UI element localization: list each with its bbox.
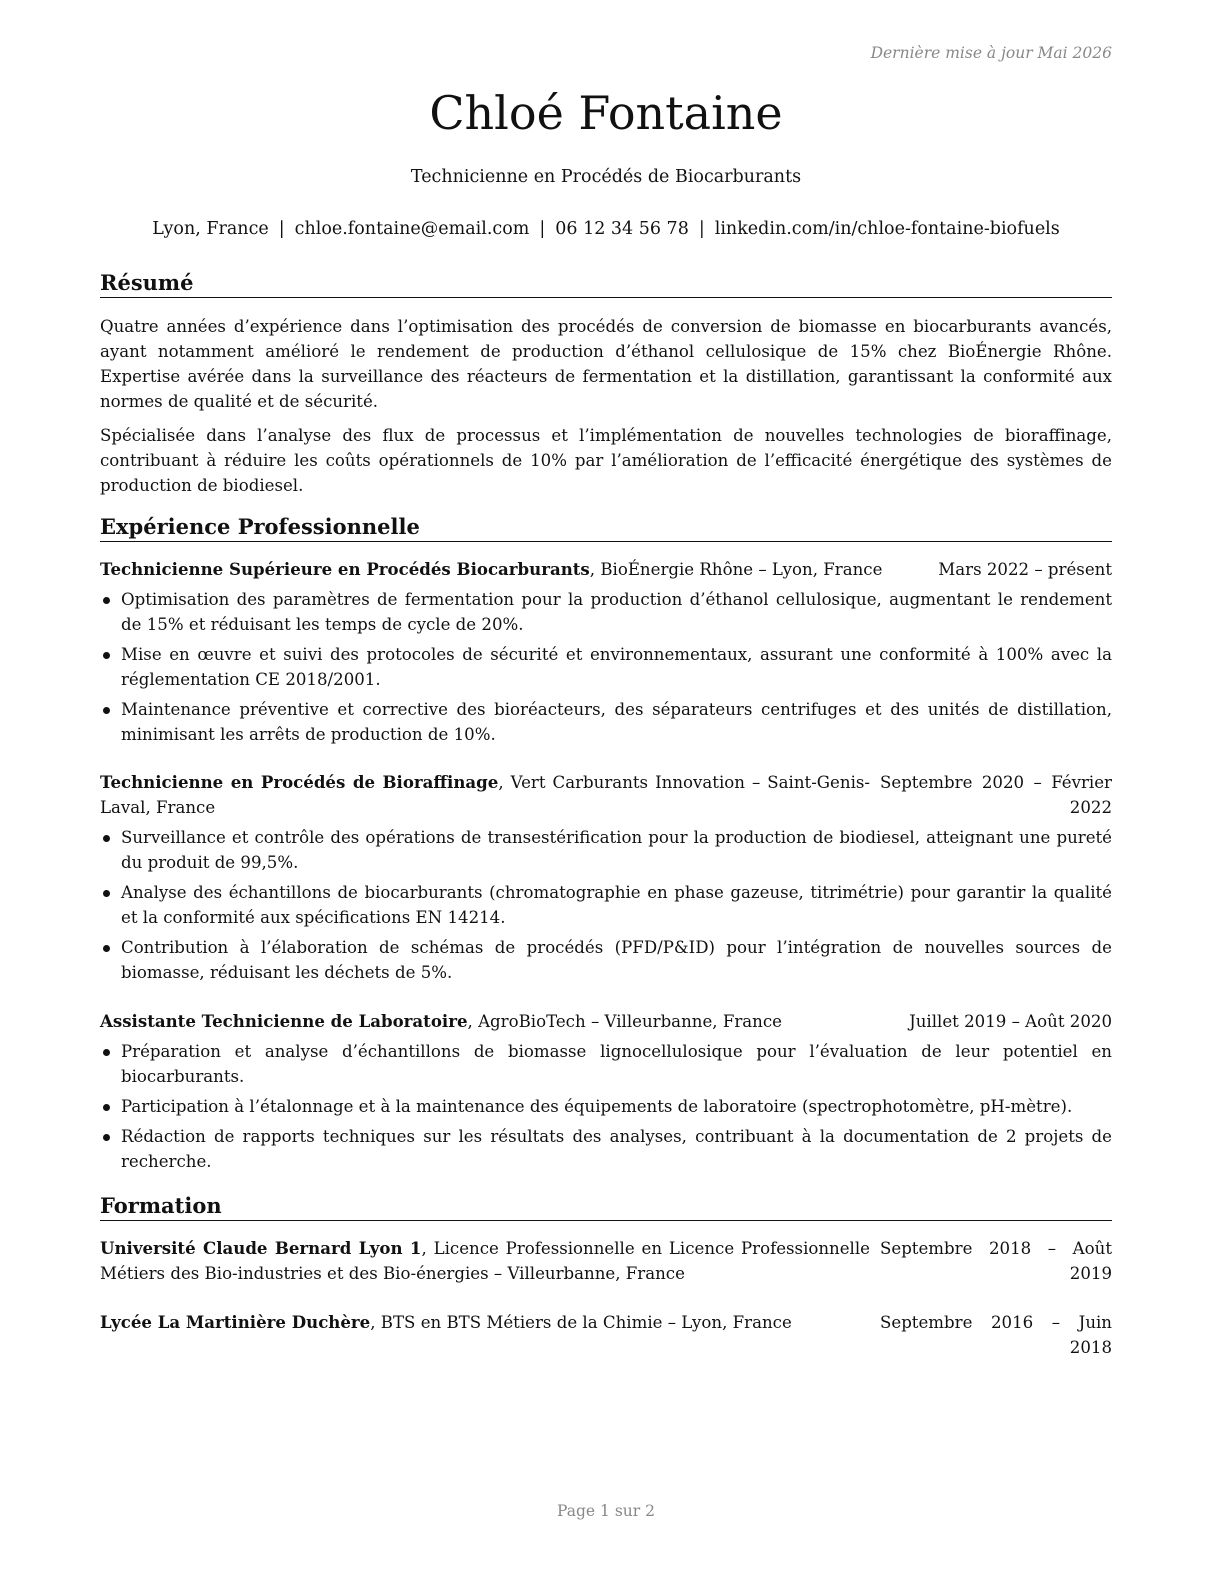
education-detail: , Licence Professionnelle en Licence Professionnelle Métiers des Bio-industries et des Bio-énergies – Villeurbanne, France [100, 1239, 870, 1283]
page-number: Page 1 sur 2 [557, 1502, 655, 1520]
job-header [100, 557, 1112, 582]
job-role-line [100, 557, 928, 582]
list-item [100, 1039, 1112, 1089]
job-dates: Mars 2022 – présent [938, 560, 1112, 579]
candidate-title: Technicienne en Procédés de Biocarburants [410, 167, 802, 187]
bullet-text: Rédaction de rapports techniques sur les résultats des analyses, contribuant à la documentation de 2 projets de recherche. [121, 1127, 1112, 1171]
bullet-icon [103, 890, 110, 897]
bullet-text: Surveillance et contrôle des opérations de transestérification pour la production de biodiesel, atteignant une pureté du produit de 99,5%. [121, 828, 1112, 872]
summary-paragraph: Quatre années d’expérience dans l’optimisation des procédés de conversion de biomasse en biocarburants avancés, ayant notamment amélioré le rendement de production d’éthanol cellulosique de 15% chez BioÉnergie Rhône. Expertise avérée dans la surveillance des réacteurs de fermentation et la distillation, garantissant la conformité aux normes de qualité et de sécurité. [100, 317, 1112, 411]
bullet-icon [103, 652, 110, 659]
summary-paragraph: Spécialisée dans l’analyse des flux de processus et l’implémentation de nouvelles technologies de bioraffinage, contribuant à réduire les coûts opérationnels de 10% par l’amélioration de l’efficacité énergétique des systèmes de production de biodiesel. [100, 426, 1112, 495]
bullet-text: Analyse des échantillons de biocarburants (chromatographie en phase gazeuse, titrimétrie) pour garantir la qualité et la conformité aux spécifications EN 14214. [121, 883, 1112, 927]
section-title-experience: Expérience Professionnelle [100, 514, 1112, 542]
section-title-education: Formation [100, 1193, 1112, 1221]
job-role: Assistante Technicienne de Laboratoire [100, 1011, 468, 1031]
job-dates: Septembre 2020 – Février 2022 [880, 773, 1112, 817]
job-header [100, 1009, 1112, 1034]
contact-separator: | [539, 219, 546, 239]
bullet-icon [103, 945, 110, 952]
contact-separator: | [278, 219, 285, 239]
contact-phone[interactable]: 06 12 34 56 78 [555, 219, 689, 239]
education-school: Lycée La Martinière Duchère [100, 1312, 371, 1332]
list-item [100, 697, 1112, 747]
job-role: Technicienne en Procédés de Bioraffinage [100, 772, 499, 792]
bullet-text: Maintenance préventive et corrective des bioréacteurs, des séparateurs centrifuges et des unités de distillation, minimisant les arrêts de production de 10%. [121, 700, 1112, 744]
last-updated: Dernière mise à jour Mai 2026 [870, 44, 1112, 62]
contact-location: Lyon, France [152, 219, 269, 239]
bullet-icon [103, 1049, 110, 1056]
list-item [100, 587, 1112, 637]
education-dates: Septembre 2018 – Août 2019 [880, 1239, 1112, 1283]
education-detail: , BTS en BTS Métiers de la Chimie – Lyon, France [370, 1313, 792, 1332]
contact-line [60, 219, 1152, 239]
bullet-text: Préparation et analyse d’échantillons de biomasse lignocellulosique pour l’évaluation de leur potentiel en biocarburants. [121, 1042, 1112, 1086]
contact-separator: | [698, 219, 705, 239]
bullet-icon [103, 1134, 110, 1141]
job-bullets [100, 587, 1112, 752]
list-item [100, 642, 1112, 692]
job-bullets [100, 825, 1112, 990]
job-dates: Juillet 2019 – Août 2020 [909, 1012, 1112, 1031]
job-role-line [100, 770, 870, 820]
education-entry [100, 1236, 1112, 1286]
job-organization: , BioÉnergie Rhône – Lyon, France [589, 560, 883, 579]
bullet-text: Participation à l’étalonnage et à la maintenance des équipements de laboratoire (spectrophotomètre, pH-mètre). [121, 1097, 1073, 1116]
education-line [100, 1310, 870, 1335]
bullet-text: Contribution à l’élaboration de schémas de procédés (PFD/P&ID) pour l’intégration de nouvelles sources de biomasse, réduisant les déchets de 5%. [121, 938, 1112, 982]
list-item [100, 1094, 1112, 1119]
bullet-icon [103, 707, 110, 714]
section-title-summary: Résumé [100, 270, 1112, 298]
bullet-text: Optimisation des paramètres de fermentation pour la production d’éthanol cellulosique, augmentant le rendement de 15% et réduisant les temps de cycle de 20%. [121, 590, 1112, 634]
list-item [100, 880, 1112, 930]
bullet-icon [103, 835, 110, 842]
list-item [100, 1124, 1112, 1174]
job-role-line [100, 1009, 899, 1034]
candidate-name: Chloé Fontaine [429, 86, 783, 140]
resume-page [100, 0, 1112, 1584]
education-line [100, 1236, 870, 1286]
job-role: Technicienne Supérieure en Procédés Biocarburants [100, 559, 590, 579]
education-dates: Septembre 2016 – Juin 2018 [880, 1313, 1112, 1357]
bullet-icon [103, 1104, 110, 1111]
education-entry [100, 1310, 1112, 1360]
job-bullets [100, 1039, 1112, 1179]
list-item [100, 825, 1112, 875]
bullet-text: Mise en œuvre et suivi des protocoles de sécurité et environnementaux, assurant une conformité à 100% avec la réglementation CE 2018/2001. [121, 645, 1112, 689]
education-school: Université Claude Bernard Lyon 1 [100, 1238, 422, 1258]
contact-email[interactable]: chloe.fontaine@email.com [294, 219, 530, 239]
bullet-icon [103, 597, 110, 604]
job-organization: , Vert Carburants Innovation – Saint-Genis-Laval, France [100, 773, 870, 817]
job-header [100, 770, 1112, 820]
contact-linkedin[interactable]: linkedin.com/in/chloe-fontaine-biofuels [714, 219, 1060, 239]
list-item [100, 935, 1112, 985]
job-organization: , AgroBioTech – Villeurbanne, France [467, 1012, 782, 1031]
